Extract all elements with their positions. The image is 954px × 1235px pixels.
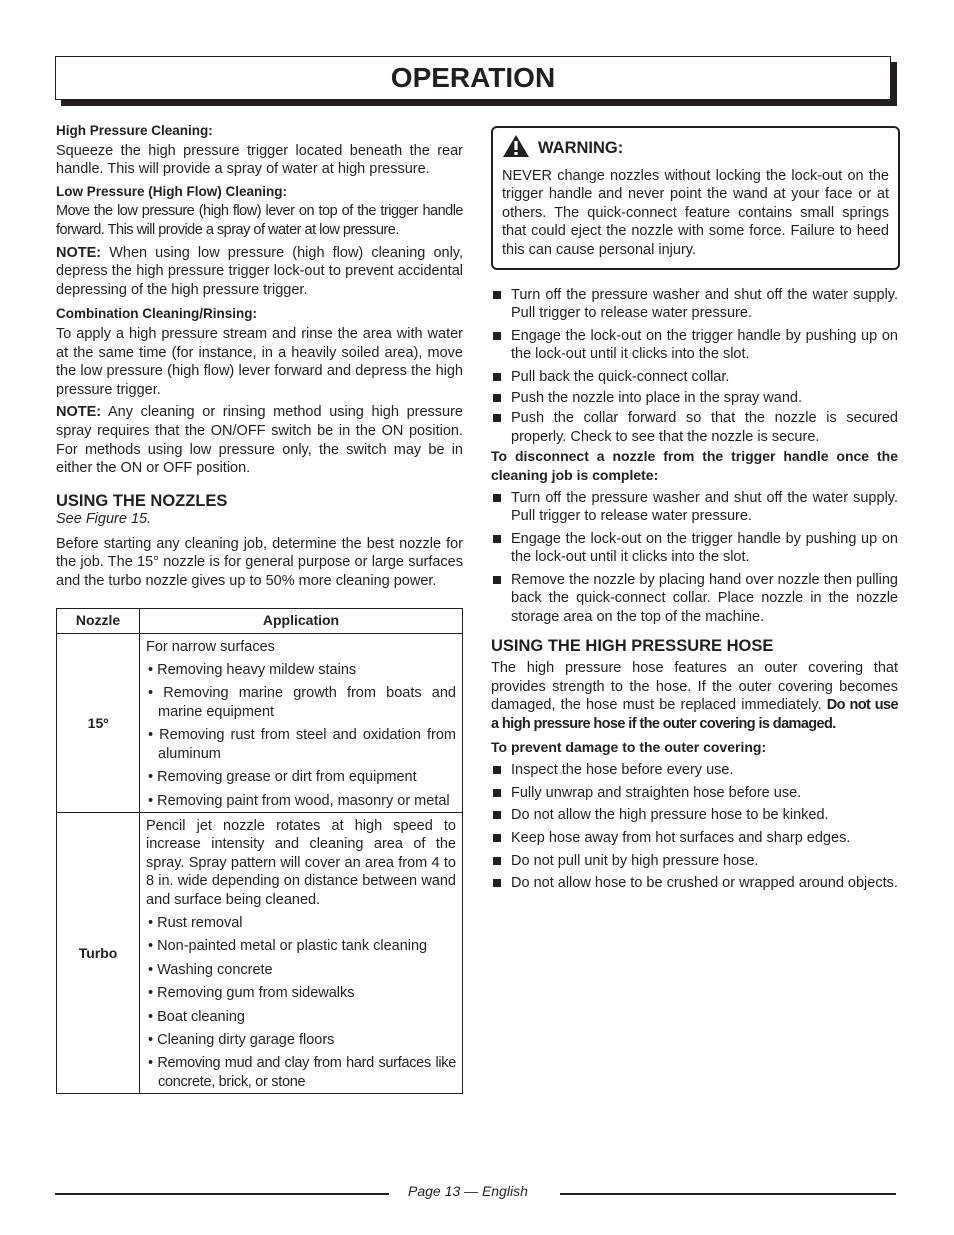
note-2-text: Any cleaning or rinsing method using high pressure spray requires that the ON/OFF switch be in the ON position. For methods using low pressure only, the switch may be in either the ON or OFF position. — [56, 404, 463, 477]
list-item: Do not allow hose to be crushed or wrapped around objects. — [491, 874, 898, 893]
lp-text: Move the low pressure (high flow) lever on top of the trigger handle forward. This will provide a spray of water at low pressure. — [56, 203, 463, 238]
list-item: Turn off the pressure washer and shut off the water supply. Pull trigger to release water pressure. — [491, 489, 898, 526]
note-2 — [56, 403, 463, 477]
nozzle-column-header: Nozzle — [57, 608, 140, 633]
page-title: OPERATION — [390, 62, 556, 93]
nozzle-cell: 15º — [57, 633, 140, 812]
application-item: • Removing grease or dirt from equipment — [148, 769, 417, 786]
application-item: • Removing paint from wood, masonry or metal — [148, 792, 450, 809]
note-1-text: When using low pressure (high flow) cleaning only, depress the high pressure trigger lock-out to prevent accidental depressing of the high pressure trigger. — [56, 244, 463, 298]
list-item: Push the collar forward so that the nozzle is secured properly. Check to see that the nozzle is secure. — [491, 409, 898, 446]
section-banner — [55, 56, 891, 100]
application-item: • Cleaning dirty garage floors — [148, 1031, 335, 1048]
list-item: Engage the lock-out on the trigger handle by pushing up on the lock-out until it clicks into the slot. — [491, 530, 898, 567]
hose-text — [491, 659, 898, 733]
hp-text: Squeeze the high pressure trigger located beneath the rear handle. This will provide a spray of water at high pressure. — [56, 142, 463, 178]
disconnect-steps-list — [491, 489, 898, 627]
list-item: Remove the nozzle by placing hand over nozzle then pulling back the quick-connect collar. Place nozzle in the nozzle storage area on the top of the machine. — [491, 571, 898, 627]
application-item: • Removing gum from sidewalks — [148, 985, 355, 1002]
page-number: Page 13 — English — [408, 1183, 528, 1199]
warning-header — [502, 134, 889, 163]
combo-text: To apply a high pressure stream and rinse the area with water at the same time (for instance, in a heavily soiled area), move the low pressure (high flow) lever forward and depress the high pressure trigger. — [56, 325, 463, 398]
note-1 — [56, 244, 463, 300]
page-footer — [0, 1183, 954, 1201]
application-item: • Non-painted metal or plastic tank cleaning — [148, 938, 428, 955]
nozzle-cell: Turbo — [57, 812, 140, 1093]
application-intro: Pencil jet nozzle rotates at high speed to increase intensity and cleaning area of the spray. Spray pattern will cover an area from 4 to 8 in. wide depending on distance between wand and surface being cleaned. — [146, 817, 456, 908]
application-item: • Boat cleaning — [148, 1008, 245, 1025]
footer-rule-right — [560, 1193, 896, 1195]
table-row — [57, 812, 463, 1093]
note-2-label: NOTE: — [56, 404, 102, 421]
footer-rule-left — [55, 1193, 389, 1195]
application-item: • Washing concrete — [148, 961, 273, 978]
application-intro: For narrow surfaces — [146, 638, 275, 655]
nozzles-figure-ref: See Figure 15. — [56, 511, 152, 528]
prevent-steps-list — [491, 761, 898, 893]
list-item: Inspect the hose before every use. — [491, 761, 898, 780]
warning-triangle-icon — [502, 134, 530, 163]
application-cell — [140, 633, 463, 812]
prevent-title: To prevent damage to the outer covering: — [491, 738, 767, 755]
application-item: • Removing heavy mildew stains — [148, 662, 357, 679]
table-header-row — [57, 608, 463, 633]
warning-box — [491, 126, 900, 270]
warning-text: NEVER change nozzles without locking the lock-out on the trigger handle and never point the wand at your face or at others. The quick-connect feature contains small springs that could eject the nozzle with some force. Failure to heed this can cause personal injury. — [502, 167, 889, 258]
application-cell — [140, 812, 463, 1093]
list-item: Engage the lock-out on the trigger handle by pushing up on the lock-out until it clicks into the slot. — [491, 327, 898, 364]
hp-title: High Pressure Cleaning: — [56, 123, 213, 138]
list-item: Push the nozzle into place in the spray wand. — [491, 389, 898, 408]
hose-heading: USING THE HIGH PRESSURE HOSE — [491, 636, 774, 655]
application-item: • Removing marine growth from boats and marine equipment — [148, 685, 456, 720]
install-steps-list — [491, 286, 898, 447]
application-item: • Removing mud and clay from hard surfaces like concrete, brick, or stone — [148, 1055, 456, 1090]
list-item: Turn off the pressure washer and shut off the water supply. Pull trigger to release water pressure. — [491, 286, 898, 323]
hose-text-body: The high pressure hose features an outer covering that provides strength to the hose. If the outer covering becomes damaged, the hose must be replaced immediately. — [491, 660, 898, 714]
nozzle-table — [56, 608, 463, 1095]
right-column — [491, 126, 898, 897]
nozzles-text: Before starting any cleaning job, determine the best nozzle for the job. The 15° nozzle is for general purpose or large surfaces and the turbo nozzle gives up to 50% more cleaning power. — [56, 535, 463, 590]
combo-title: Combination Cleaning/Rinsing: — [56, 306, 257, 322]
lp-title: Low Pressure (High Flow) Cleaning: — [56, 183, 288, 199]
list-item: Do not allow the high pressure hose to be kinked. — [491, 806, 898, 825]
table-row — [57, 633, 463, 812]
left-column — [56, 122, 463, 1094]
warning-title: WARNING: — [538, 139, 624, 157]
list-item: Fully unwrap and straighten hose before use. — [491, 784, 898, 803]
hose-text-bold: Do not use a high pressure hose if the outer covering is damaged. — [491, 697, 898, 733]
application-item: • Removing rust from steel and oxidation from aluminum — [148, 727, 456, 762]
list-item: Keep hose away from hot surfaces and sharp edges. — [491, 829, 898, 848]
disconnect-title: To disconnect a nozzle from the trigger handle once the cleaning job is complete: — [491, 448, 898, 483]
list-item: Pull back the quick-connect collar. — [491, 368, 898, 387]
application-column-header: Application — [140, 608, 463, 633]
application-item: • Rust removal — [148, 914, 243, 931]
note-1-label: NOTE: — [56, 244, 102, 261]
nozzles-heading: USING THE NOZZLES — [56, 491, 228, 510]
list-item: Do not pull unit by high pressure hose. — [491, 852, 898, 871]
